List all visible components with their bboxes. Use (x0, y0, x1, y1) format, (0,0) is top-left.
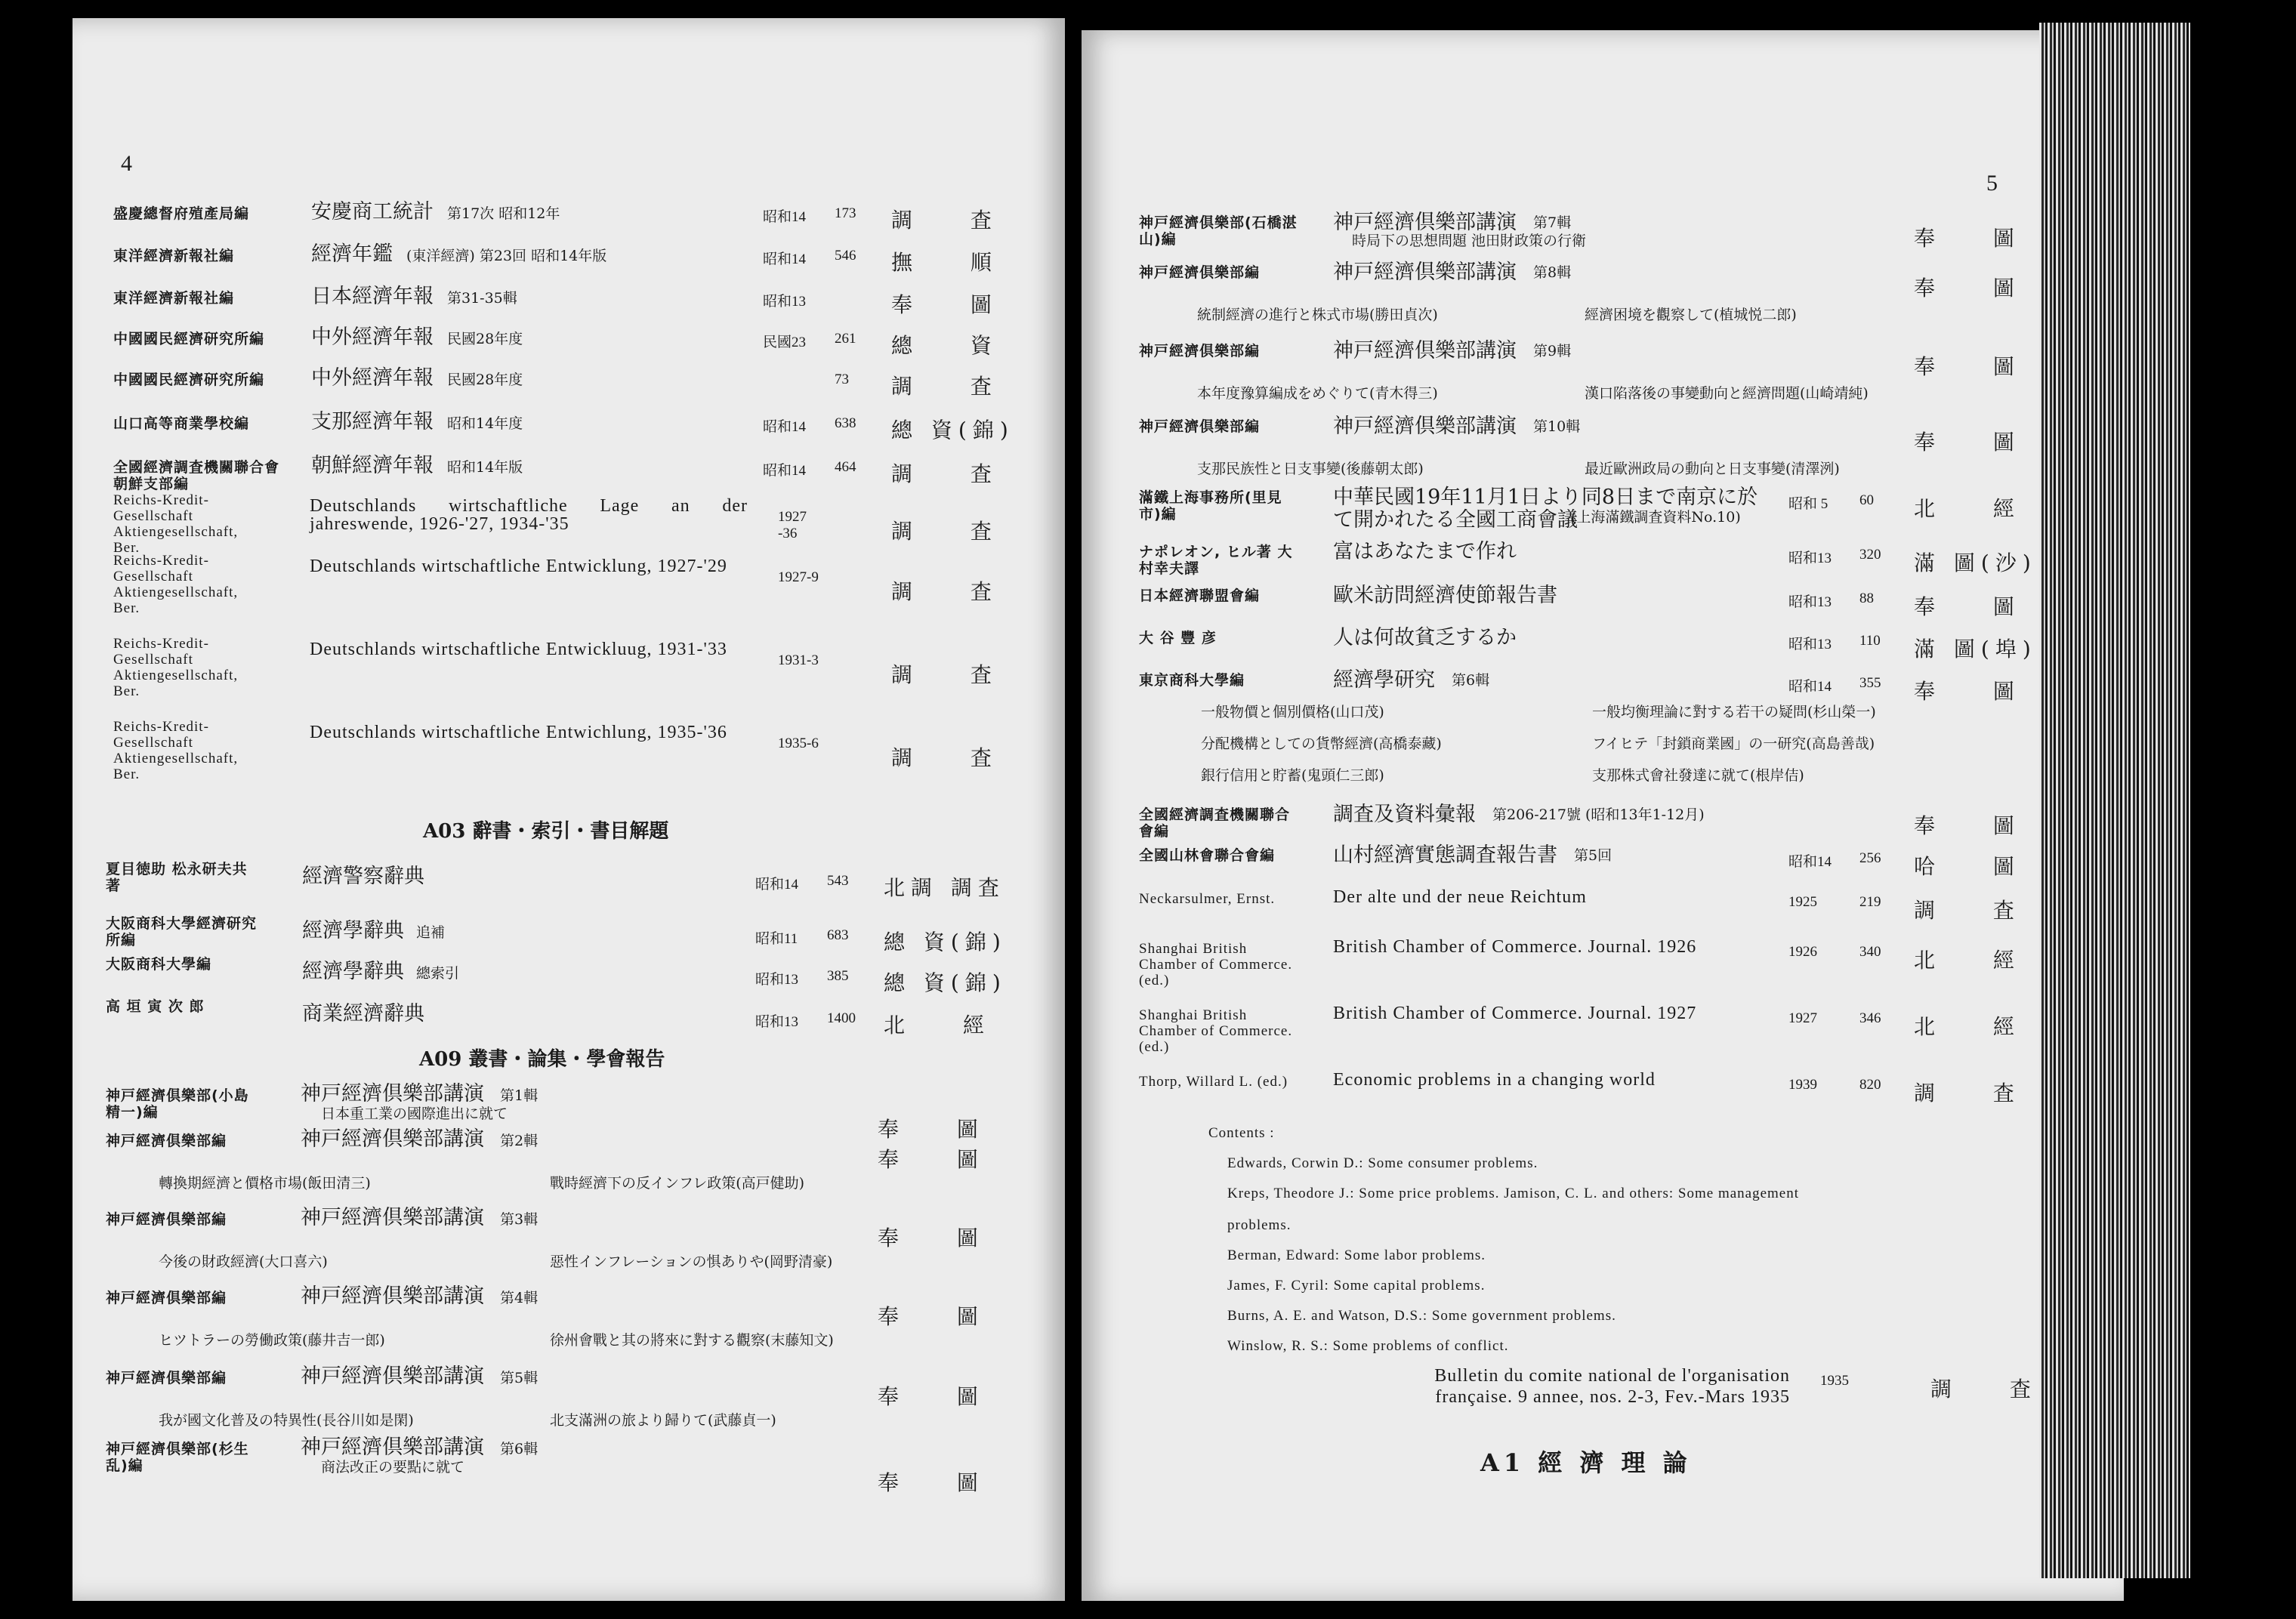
entry-year: 1926 (1788, 944, 1817, 960)
entry-lecture-left: ヒツトラーの勞働政策(藤井吉一郎) (159, 1332, 385, 1349)
entry-library: 滿 圖(埠) (1914, 637, 2037, 661)
entry-title: 中外經濟年報 (311, 366, 434, 390)
entry-pages: 60 (1859, 492, 1874, 508)
entry-edition: 第31-35輯 (447, 290, 517, 307)
entry-author: 高 垣 寅 次 郎 (106, 998, 205, 1015)
entry-library: 調 査 (891, 208, 1017, 233)
entry-lecture-right: 漢口陷落後の事變動向と經濟問題(山崎靖純) (1585, 385, 1869, 402)
entry-title: 調査及資料彙報 (1333, 803, 1476, 826)
entry-title: 中外經濟年報 (311, 325, 434, 349)
entry-library: 調 査 (891, 662, 1017, 687)
entry-library: 奉 圖 (891, 292, 1017, 317)
entry-library: 奉 圖 (878, 1226, 1004, 1250)
entry-library: 北 經 (1914, 1014, 2040, 1039)
entry-pages: 110 (1859, 633, 1881, 649)
entry-author: 神戸經濟倶樂部(杉生乱)編 (106, 1441, 249, 1474)
entry-edition: 第7輯 (1533, 214, 1572, 231)
entry-lecture-right: 惡性インフレーションの惧ありや(岡野清豪) (550, 1254, 833, 1270)
entry-title: 神戸經濟倶樂部講演 (301, 1436, 484, 1459)
entry-year: 1927 -36 (778, 509, 807, 541)
section-heading-a1: A1 經 濟 理 論 (1480, 1448, 1692, 1477)
entry-author: 盛慶總督府殖產局編 (113, 205, 250, 222)
entry-pages: 820 (1859, 1077, 1881, 1093)
entry-title: 支那經濟年報 (311, 410, 434, 433)
entry-year: 昭和14 (763, 419, 807, 435)
entry-title: 經濟學研究 (1333, 668, 1435, 692)
entry-subtitle: 日本重工業の國際進出に就て (321, 1106, 508, 1122)
entry-edition: 第17次 昭和12年 (447, 205, 560, 222)
entry-library: 撫 順 (891, 250, 1017, 275)
entry-author: 東洋經濟新報社編 (113, 290, 235, 307)
entry-article-right: フイヒテ「封鎖商業國」の一研究(高島善哉) (1592, 735, 1875, 752)
page-edge-stack (2039, 23, 2190, 1578)
entry-pages: 546 (835, 248, 856, 264)
entry-author: Shanghai British Chamber of Commerce. (ed.) (1139, 1007, 1293, 1055)
entry-title: 經濟學辭典 (302, 919, 404, 942)
entry-pages: 683 (827, 927, 849, 943)
entry-lecture-right: 北支滿洲の旅より歸りて(武藤貞一) (550, 1412, 776, 1429)
entry-author: 中國國民經濟研究所編 (113, 331, 265, 347)
entry-edition: 第2輯 (500, 1133, 539, 1149)
entry-library: 奉 圖 (878, 1117, 1004, 1142)
entry-edition: 第6輯 (1452, 672, 1490, 689)
entry-library: 調 査 (891, 374, 1017, 399)
entry-title: Deutschlands wirtschaftliche Entwicklung, 1927-'29 (310, 557, 727, 576)
entry-edition: 第206-217號 (昭和13年1-12月) (1492, 806, 1705, 823)
contents-label: Contents : (1208, 1125, 1275, 1141)
entry-lecture-right: 最近歐洲政局の動向と日支事變(清澤洌) (1585, 461, 1840, 477)
entry-year: 民國23 (763, 335, 807, 350)
entry-edition: 民國28年度 (447, 331, 523, 347)
entry-lecture-right: 徐州會戰と其の將來に對する觀察(末藤知文) (550, 1332, 834, 1349)
entry-article-right: 一般均衡理論に對する若干の疑問(杉山榮一) (1592, 704, 1876, 720)
entry-pages: 638 (835, 415, 856, 431)
entry-library: 奉 圖 (878, 1470, 1004, 1495)
entry-author: Reichs-Kredit-Gesellschaft Aktiengesellschaft, Ber. (113, 636, 239, 699)
entry-title: 安慶商工統計 (311, 200, 434, 224)
entry-lecture-right: 經濟困境を觀察して(植城悦二郎) (1585, 307, 1797, 323)
entry-title: Deutschlands wirtschaftliche Entwickluug, 1931-'33 (310, 640, 727, 659)
entry-author: 東洋經濟新報社編 (113, 248, 235, 264)
entry-author: ナポレオン, ヒル著 大村幸夫譯 (1139, 544, 1293, 577)
entry-pages: 256 (1859, 850, 1881, 866)
entry-library: 調 査 (1914, 1081, 2040, 1106)
entry-author: 神戸經濟倶樂部編 (106, 1370, 227, 1386)
entry-author: 全國經濟調査機關聯合會編 (1139, 806, 1291, 840)
entry-author: 大 谷 豐 彦 (1139, 630, 1217, 646)
entry-pages: 320 (1859, 547, 1881, 563)
entry-pages: 261 (835, 331, 856, 347)
entry-edition: (上海滿鐵調査資料No.10) (1571, 509, 1741, 526)
entry-year: 1927 (1788, 1010, 1817, 1026)
entry-title: 神戸經濟倶樂部講演 (301, 1365, 484, 1388)
entry-lecture-left: 統制經濟の進行と株式市場(勝田貞次) (1197, 307, 1438, 323)
entry-title: Deutschlands wirtschaftliche Entwichlung, 1935-'36 (310, 723, 727, 742)
entry-subtitle: 時局下の思想問題 池田財政策の行衛 (1352, 233, 1587, 249)
entry-pages: 219 (1859, 894, 1881, 910)
contents-line: Winslow, R. S.: Some problems of conflict. (1227, 1338, 1509, 1354)
entry-title: Economic problems in a changing world (1333, 1070, 1656, 1090)
entry-library: 北調 調査 (884, 875, 1005, 900)
entry-pages: 88 (1859, 591, 1874, 606)
entry-edition: 第1輯 (500, 1087, 539, 1104)
entry-article-left: 銀行信用と貯蓄(鬼頭仁三郎) (1201, 767, 1384, 784)
entry-library: 滿 圖(沙) (1914, 550, 2037, 575)
entry-library: 奉 圖 (1914, 813, 2040, 838)
entry-lecture-left: 轉換期經濟と價格市場(飯田清三) (159, 1175, 371, 1192)
entry-library: 奉 圖 (1914, 276, 2040, 301)
entry-subtitle: 商法改正の要點に就て (321, 1459, 465, 1476)
entry-library: 奉 圖 (1914, 354, 2040, 379)
entry-year: 昭和13 (1788, 594, 1832, 610)
entry-author: 全國經濟調査機關聯合會朝鮮支部編 (113, 459, 280, 492)
contents-line: Kreps, Theodore J.: Some price problems. Jamison, C. L. and others: Some management (1227, 1186, 1800, 1201)
entry-library: 奉 圖 (878, 1384, 1004, 1409)
entry-edition: 第10輯 (1533, 418, 1581, 435)
entry-pages: 340 (1859, 944, 1881, 960)
entry-lecture-right: 戰時經濟下の反インフレ政策(高戸健助) (550, 1175, 805, 1192)
entry-library: 調 査 (891, 579, 1017, 604)
entry-author: Reichs-Kredit-Gesellschaft Aktiengesellschaft, Ber. (113, 492, 239, 556)
entry-author: 大阪商科大學編 (106, 956, 212, 973)
entry-year: 昭和14 (1788, 679, 1832, 695)
entry-library: 北 經 (1914, 948, 2040, 973)
entry-author: Thorp, Willard L. (ed.) (1139, 1074, 1288, 1090)
entry-author: 大阪商科大學經濟研究所編 (106, 915, 258, 948)
entry-year: 1927-9 (778, 569, 819, 585)
entry-library: 北 經 (884, 1013, 1010, 1038)
entry-title: Deutschlands wirtschaftliche Lage an der jahreswende, 1926-'27, 1934-'35 (310, 496, 748, 534)
entry-pages: 385 (827, 968, 849, 984)
section-heading-a03: A03 辭書・索引・書目解題 (423, 820, 669, 843)
entry-author: 中國國民經濟研究所編 (113, 372, 265, 388)
entry-pages: 543 (827, 873, 849, 889)
entry-library: 總 資 (891, 333, 1017, 358)
entry-library: 北 經 (1914, 496, 2040, 521)
entry-year: 1935-6 (778, 735, 819, 751)
entry-year: 昭和14 (755, 877, 799, 893)
entry-title: 神戸經濟倶樂部講演 (1333, 339, 1517, 362)
entry-lecture-left: 支那民族性と日支事變(後藤朝太郎) (1197, 461, 1424, 477)
entry-author: Reichs-Kredit-Gesellschaft Aktiengesellschaft, Ber. (113, 553, 239, 616)
entry-title: British Chamber of Commerce. Journal. 1927 (1333, 1004, 1697, 1023)
entry-title: 經濟年鑑 (311, 242, 393, 266)
entry-author: 神戸經濟倶樂部(石橋湛山)編 (1139, 214, 1298, 248)
entry-library: 總 資(錦) (891, 418, 1014, 443)
contents-line: Burns, A. E. and Watson, D.S.: Some government problems. (1227, 1308, 1616, 1324)
entry-pages: 346 (1859, 1010, 1881, 1026)
entry-author: 山口高等商業學校編 (113, 415, 250, 432)
entry-title: 神戸經濟倶樂部講演 (1333, 211, 1517, 234)
entry-pages: 464 (835, 459, 856, 475)
contents-line: problems. (1227, 1217, 1292, 1233)
entry-author: 全國山林會聯合會編 (1139, 847, 1276, 864)
entry-library: 調 査 (891, 745, 1017, 770)
entry-edition: 第3輯 (500, 1211, 539, 1228)
entry-edition: 第5回 (1574, 847, 1612, 864)
entry-library: 奉 圖 (878, 1147, 1004, 1172)
entry-year: 昭和13 (755, 972, 799, 988)
entry-author: Neckarsulmer, Ernst. (1139, 891, 1276, 907)
entry-year: 昭和11 (755, 931, 798, 947)
page-number-left: 4 (121, 151, 132, 176)
entry-year: 昭和13 (1788, 550, 1832, 566)
entry-library: 調 査 (891, 461, 1017, 486)
entry-title: 歐米訪問經濟使節報告書 (1333, 584, 1557, 607)
entry-author: 神戸經濟倶樂部(小島精一)編 (106, 1087, 249, 1121)
entry-author: 日本經濟聯盟會編 (1139, 587, 1261, 604)
entry-year: 昭和14 (1788, 854, 1832, 870)
entry-author: 神戸經濟倶樂部編 (1139, 264, 1261, 281)
entry-lecture-left: 今後の財政經濟(大口喜六) (159, 1254, 328, 1270)
entry-library: 哈 圖 (1914, 854, 2040, 879)
entry-library: 奉 圖 (1914, 226, 2040, 251)
entry-library: 調 査 (891, 519, 1017, 544)
entry-title: Der alte und der neue Reichtum (1333, 887, 1587, 907)
entry-title: 人は何故貧乏するか (1333, 626, 1517, 649)
entry-author: 神戸經濟倶樂部編 (106, 1133, 227, 1149)
entry-edition: 民國28年度 (447, 372, 523, 388)
entry-library: 奉 圖 (878, 1304, 1004, 1329)
page-number-right: 5 (1986, 171, 1998, 196)
entry-year: 1925 (1788, 894, 1817, 910)
entry-author: 東京商科大學編 (1139, 672, 1245, 689)
entry-pages: 73 (835, 372, 849, 387)
entry-article-left: 一般物價と個別價格(山口茂) (1201, 704, 1384, 720)
entry-title: 日本經濟年報 (311, 285, 434, 308)
entry-edition: 第8輯 (1533, 264, 1572, 281)
entry-title: 神戸經濟倶樂部講演 (301, 1082, 484, 1106)
entry-title: 神戸經濟倶樂部講演 (301, 1127, 484, 1151)
entry-pages: 1400 (827, 1010, 856, 1026)
entry-title: 經濟警察辭典 (302, 865, 424, 888)
entry-title: 神戸經濟倶樂部講演 (1333, 415, 1517, 438)
entry-title: 神戸經濟倶樂部講演 (1333, 261, 1517, 284)
entry-pages: 355 (1859, 675, 1881, 691)
entry-lecture-left: 我が國文化普及の特異性(長谷川如是閑) (159, 1412, 414, 1429)
entry-article-right: 支那株式會社發達に就て(根岸佶) (1592, 767, 1804, 784)
entry-edition: 追補 (416, 924, 446, 941)
contents-line: Edwards, Corwin D.: Some consumer problems. (1227, 1155, 1538, 1171)
entry-title: 山村經濟實態調査報告書 (1333, 843, 1557, 867)
entry-library: 總 資(錦) (884, 930, 1007, 954)
entry-title: 經濟學辭典 (302, 960, 404, 983)
entry-title: 中華民國19年11月1日より同8日まで南京に於て開かれたる全國工商會議 (1333, 486, 1758, 532)
entry-author: Shanghai British Chamber of Commerce. (ed.) (1139, 941, 1293, 988)
entry-year: 昭和14 (763, 251, 807, 267)
entry-edition: 第5輯 (500, 1370, 539, 1386)
entry-year: 昭和13 (755, 1014, 799, 1030)
entry-edition: 第6輯 (500, 1441, 539, 1457)
entry-lecture-left: 本年度豫算編成をめぐりて(青木得三) (1197, 385, 1438, 402)
entry-author: 神戸經濟倶樂部編 (1139, 343, 1261, 359)
entry-title: 商業經濟辭典 (302, 1002, 424, 1025)
entry-edition: 第9輯 (1533, 343, 1572, 359)
section-heading-a09: A09 叢書・論集・學會報告 (419, 1048, 665, 1071)
entry-year: 1931-3 (778, 652, 819, 668)
bulletin-title: Bulletin du comite national de l'organisation française. 9 annee, nos. 2-3, Fev.-Mars 1935 (1434, 1366, 1790, 1407)
entry-title: 神戸經濟倶樂部講演 (301, 1206, 484, 1229)
entry-library: 奉 圖 (1914, 430, 2040, 455)
entry-edition: 昭和14年度 (447, 415, 523, 432)
entry-edition: (東洋經濟) 第23回 昭和14年版 (406, 248, 607, 264)
bulletin-year: 1935 (1820, 1373, 1849, 1389)
entry-author: Reichs-Kredit-Gesellschaft Aktiengesellschaft, Ber. (113, 719, 239, 782)
entry-year: 昭和14 (763, 463, 807, 479)
bulletin-library: 調 査 (1930, 1377, 2057, 1402)
entry-library: 調 査 (1914, 898, 2040, 923)
entry-author: 神戸經濟倶樂部編 (106, 1290, 227, 1306)
entry-year: 昭和14 (763, 209, 807, 225)
entry-year: 1939 (1788, 1077, 1817, 1093)
entry-article-left: 分配機構としての貨幣經濟(高橋泰藏) (1201, 735, 1442, 752)
entry-title: 富はあなたまで作れ (1333, 540, 1517, 563)
entry-title: British Chamber of Commerce. Journal. 1926 (1333, 937, 1697, 957)
entry-library: 奉 圖 (1914, 679, 2040, 704)
entry-edition: 第4輯 (500, 1290, 539, 1306)
entry-pages: 173 (835, 205, 856, 221)
contents-line: Berman, Edward: Some labor problems. (1227, 1247, 1486, 1263)
contents-line: James, F. Cyril: Some capital problems. (1227, 1278, 1486, 1294)
entry-library: 總 資(錦) (884, 970, 1007, 995)
entry-author: 神戸經濟倶樂部編 (1139, 418, 1261, 435)
entry-author: 滿鐵上海事務所(里見市)編 (1139, 489, 1282, 523)
entry-author: 神戸經濟倶樂部編 (106, 1211, 227, 1228)
entry-year: 昭和13 (763, 294, 807, 310)
entry-edition: 昭和14年版 (447, 459, 523, 476)
entry-title: 神戸經濟倶樂部講演 (301, 1284, 484, 1308)
entry-library: 奉 圖 (1914, 594, 2040, 619)
entry-year: 昭和13 (1788, 637, 1832, 652)
entry-year: 昭和 5 (1788, 496, 1828, 512)
entry-edition: 總索引 (416, 965, 460, 982)
entry-title: 朝鮮經濟年報 (311, 454, 434, 477)
entry-author: 夏目徳助 松永研夫共著 (106, 861, 248, 894)
